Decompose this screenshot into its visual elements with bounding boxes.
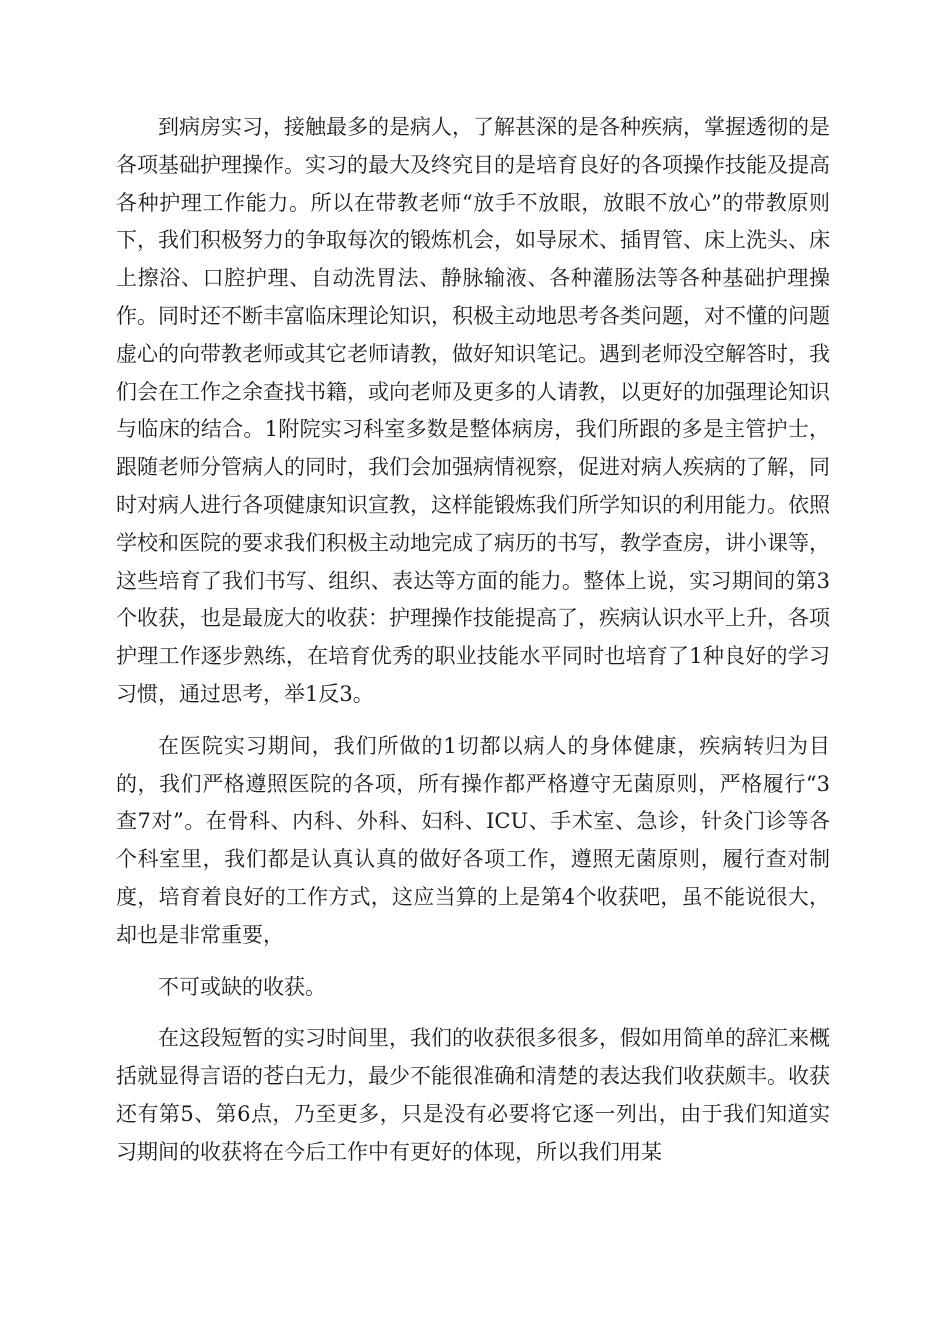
document-body — [116, 109, 830, 1186]
paragraph: 不可或缺的收获。 — [158, 974, 326, 999]
paragraph: 在医院实习期间，我们所做的1切都以病人的身体健康，疾病转归为目的，我们严格遵照医院的各项，所有操作都严格遵守无菌原则，严格履行“3查7对”。在骨科、内科、外科、妇科、ICU、手术室、急诊，针灸门诊等各个科室里，我们都是认真认真的做好各项工作，遵照无菌原则，履行查对制度，培育着良好的工作方式，这应当算的上是第4个收获吧，虽不能说很大，却也是非常重要， — [116, 733, 830, 947]
paragraph: 在这段短暂的实习时间里，我们的收获很多很多，假如用简单的辞汇来概括就显得言语的苍白无力，最少不能很准确和清楚的表达我们收获颇丰。收获还有第5、第6点，乃至更多，只是没有必要将它逐一列出，由于我们知道实习期间的收获将在今后工作中有更好的体现，所以我们用某 — [116, 1026, 830, 1164]
paragraph: 到病房实习，接触最多的是病人，了解甚深的是各种疾病，掌握透彻的是各项基础护理操作。实习的最大及终究目的是培育良好的各项操作技能及提高各种护理工作能力。所以在带教老师“放手不放眼，放眼不放心”的带教原则下，我们积极努力的争取每次的锻炼机会，如导尿术、插胃管、床上洗头、床上擦浴、口腔护理、自动洗胃法、静脉输液、各种灌肠法等各种基础护理操作。同时还不断丰富临床理论知识，积极主动地思考各类问题，对不懂的问题虚心的向带教老师或其它老师请教，做好知识笔记。遇到老师没空解答时，我们会在工作之余查找书籍，或向老师及更多的人请教，以更好的加强理论知识与临床的结合。1附院实习科室多数是整体病房，我们所跟的多是主管护士，跟随老师分管病人的同时，我们会加强病情视察，促进对病人疾病的了解，同时对病人进行各项健康知识宣教，这样能锻炼我们所学知识的利用能力。依照学校和医院的要求我们积极主动地完成了病历的书写，教学查房，讲小课等，这些培育了我们书写、组织、表达等方面的能力。整体上说，实习期间的第3个收获，也是最庞大的收获：护理操作技能提高了，疾病认识水平上升，各项护理工作逐步熟练，在培育优秀的职业技能水平同时也培育了1种良好的学习习惯，通过思考，举1反3。 — [116, 115, 830, 706]
